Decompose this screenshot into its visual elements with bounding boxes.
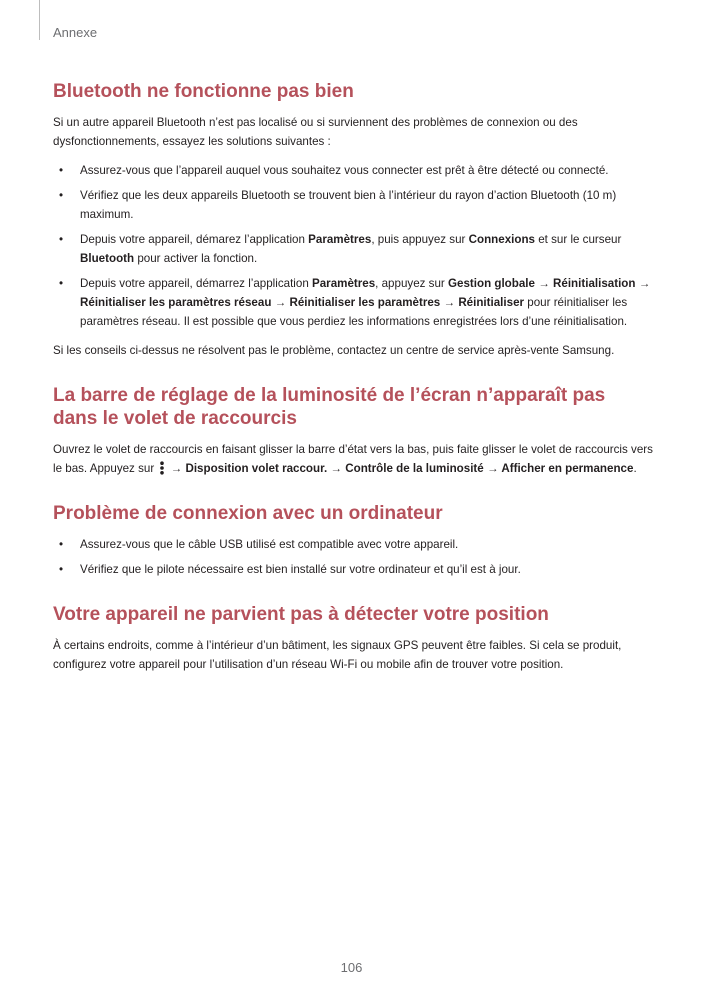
bullet-icon: • <box>59 277 64 290</box>
section-computer <box>53 502 653 579</box>
bluetooth-intro: Si un autre appareil Bluetooth n’est pas localisé ou si surviennent des problèmes de connexion ou des dysfonctionnements, essayez les solutions suivantes : <box>53 116 578 148</box>
ui-term: Réinitialisation <box>553 277 636 290</box>
ui-term: Contrôle de la luminosité <box>345 462 484 475</box>
paragraph-text: . <box>633 462 637 475</box>
section-title-bluetooth: Bluetooth ne fonctionne pas bien <box>53 81 354 102</box>
list-item-text: Depuis votre appareil, démarez l’application <box>80 233 309 246</box>
bullet-icon: • <box>59 563 64 576</box>
header-label: Annexe <box>53 25 98 40</box>
bluetooth-bullet-list <box>53 161 653 331</box>
ui-term: Réinitialiser les paramètres réseau <box>80 296 272 309</box>
header-rule <box>39 0 40 40</box>
ui-term: Paramètres <box>308 233 372 246</box>
arrow-icon: → <box>167 462 186 475</box>
ui-term: Connexions <box>468 233 535 246</box>
list-item-text: Vérifiez que le pilote nécessaire est bien installé sur votre ordinateur et qu’il est à jour. <box>80 563 521 576</box>
list-item-text: pour réinitialiser les paramètres réseau. Il est possible que vous perdiez les informations enregistrées lors d’une réinitialisation. <box>80 296 628 328</box>
ui-term: Disposition volet raccour. <box>185 462 328 475</box>
list-item-text: et sur le curseur <box>535 233 622 246</box>
section-title-computer: Problème de connexion avec un ordinateur <box>53 503 443 524</box>
bluetooth-outro: Si les conseils ci-dessus ne résolvent pas le problème, contactez un centre de service après-vente Samsung. <box>53 344 615 357</box>
list-item-text: Assurez-vous que le câble USB utilisé est compatible avec votre appareil. <box>80 538 459 551</box>
list-item <box>53 535 653 554</box>
ui-term: Bluetooth <box>80 252 135 265</box>
arrow-icon: → <box>483 462 502 475</box>
arrow-icon: → <box>271 296 290 309</box>
list-item <box>53 560 653 579</box>
list-item-text: Vérifiez que les deux appareils Bluetooth se trouvent bien à l’intérieur du rayon d’action Bluetooth (10 m) maximum. <box>80 189 617 221</box>
arrow-icon: → <box>635 277 651 290</box>
bullet-icon: • <box>59 538 64 551</box>
arrow-icon: → <box>327 462 346 475</box>
list-item-text: Assurez-vous que l’appareil auquel vous souhaitez vous connecter est prêt à être détecté ou connecté. <box>80 164 609 177</box>
page-number: 106 <box>340 960 363 975</box>
arrow-icon: → <box>534 277 554 290</box>
list-item-text: Depuis votre appareil, démarrez l’application <box>80 277 312 290</box>
section-bluetooth <box>53 80 653 360</box>
bullet-icon: • <box>59 164 64 177</box>
list-item-text: pour activer la fonction. <box>134 252 258 265</box>
section-title-brightness: La barre de réglage de la luminosité de l’écran n’apparaît pas dans le volet de raccourcis <box>53 385 606 429</box>
bullet-icon: • <box>59 233 64 246</box>
list-item <box>53 230 653 268</box>
paragraph-text: Ouvrez le volet de raccourcis en faisant glisser la barre d’état vers la bas, puis faite glisser le volet de raccourcis vers le bas. Appuyez sur <box>53 443 653 475</box>
list-item <box>53 186 653 224</box>
section-brightness <box>53 384 653 478</box>
location-text: À certains endroits, comme à l’intérieur d’un bâtiment, les signaux GPS peuvent être faibles. Si cela se produit, configurez votre appareil pour l’utilisation d’un réseau Wi-Fi ou mobile afin de trouver votre position. <box>53 639 622 671</box>
brightness-text <box>53 440 653 478</box>
ui-term: Afficher en permanence <box>501 462 634 475</box>
list-item <box>53 274 653 331</box>
ui-term: Réinitialiser les paramètres <box>289 296 441 309</box>
more-options-icon <box>159 461 165 475</box>
page-content <box>53 80 653 698</box>
arrow-icon: → <box>440 296 459 309</box>
ui-term: Gestion globale <box>448 277 535 290</box>
bullet-icon: • <box>59 189 64 202</box>
list-item-text: , appuyez sur <box>375 277 448 290</box>
section-title-location: Votre appareil ne parvient pas à détecter votre position <box>53 604 549 625</box>
ui-term: Paramètres <box>312 277 376 290</box>
list-item <box>53 161 653 180</box>
computer-bullet-list <box>53 535 653 579</box>
list-item-text: , puis appuyez sur <box>371 233 469 246</box>
section-location <box>53 603 653 674</box>
ui-term: Réinitialiser <box>458 296 525 309</box>
